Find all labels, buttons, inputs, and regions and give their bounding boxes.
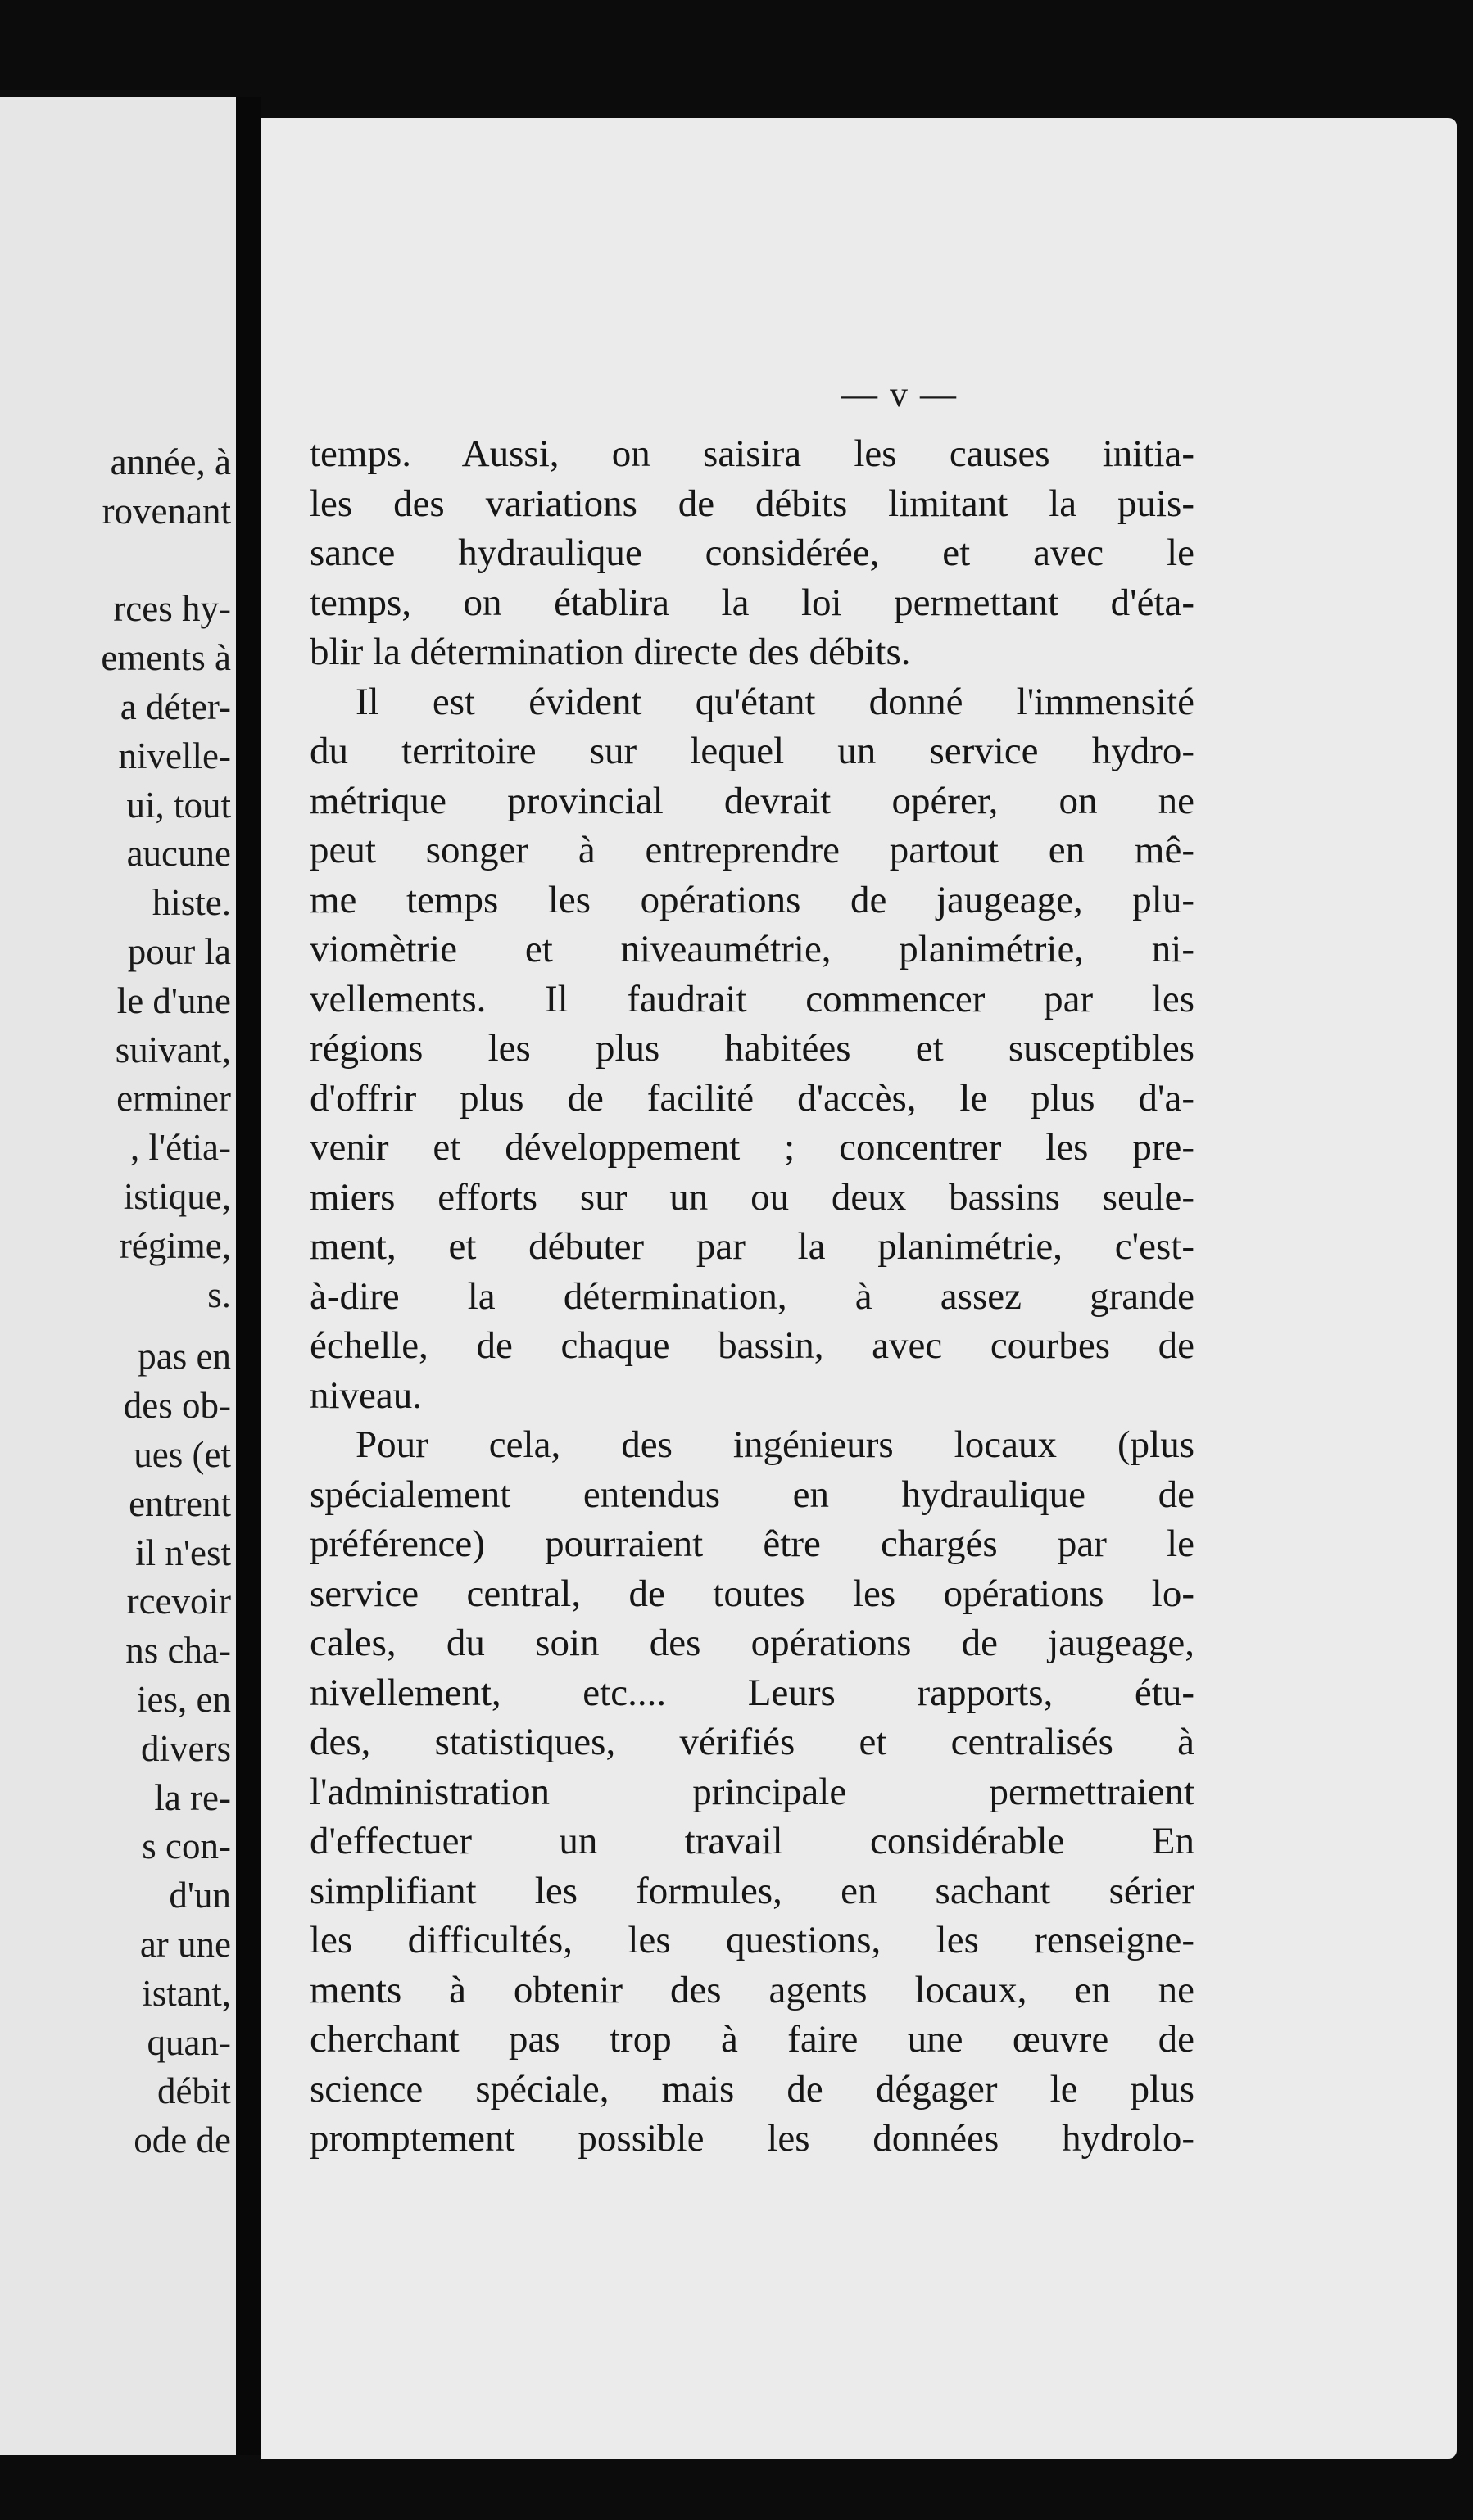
- facing-line: ues (et: [134, 1433, 231, 1475]
- text-line: cherchant pas trop à faire une œuvre de: [310, 2018, 1194, 2061]
- facing-line: ui, tout: [126, 784, 231, 826]
- facing-line: pas en: [138, 1336, 231, 1378]
- facing-line: la re-: [154, 1776, 231, 1818]
- facing-line: le d'une: [116, 979, 231, 1021]
- text-line: les difficultés, les questions, les renseigne-: [310, 1919, 1194, 1961]
- facing-line: entrent: [129, 1482, 231, 1524]
- facing-line: istant,: [142, 1972, 231, 2014]
- text-line: Il est évident qu'étant donné l'immensité: [356, 680, 1194, 723]
- facing-line: ar une: [139, 1923, 231, 1965]
- facing-page: [0, 97, 238, 2455]
- facing-line: ns cha-: [125, 1630, 231, 1672]
- facing-line: débit: [157, 2070, 231, 2112]
- facing-line: erminer: [116, 1078, 231, 1120]
- text-line: ments à obtenir des agents locaux, en ne: [310, 1968, 1194, 2011]
- text-line: spécialement entendus en hydraulique de: [310, 1473, 1194, 1516]
- text-line: blir la détermination directe des débits.: [310, 631, 911, 673]
- facing-line: régime,: [119, 1224, 231, 1266]
- text-line: préférence) pourraient être chargés par le: [310, 1522, 1194, 1565]
- facing-line: suivant,: [115, 1029, 231, 1070]
- text-line: science spéciale, mais de dégager le plus: [310, 2067, 1194, 2111]
- text-line: temps, on établira la loi permettant d'éta-: [310, 581, 1194, 624]
- text-line: régions les plus habitées et susceptibles: [310, 1027, 1194, 1070]
- facing-line: année, à: [110, 441, 231, 482]
- facing-line: histe.: [152, 882, 231, 924]
- text-line: cales, du soin des opérations de jaugeage,: [310, 1622, 1194, 1664]
- text-line: l'administration principale permettraient: [310, 1770, 1194, 1813]
- facing-line: [0, 536, 234, 586]
- facing-line: ies, en: [137, 1678, 231, 1720]
- book-gutter: [236, 97, 261, 2455]
- text-line: vellements. Il faudrait commencer par les: [310, 977, 1194, 1020]
- facing-line: pour la: [127, 930, 231, 972]
- facing-line: il n'est: [135, 1531, 231, 1573]
- text-line: les des variations de débits limitant la puis-: [310, 482, 1194, 525]
- facing-line: rces hy-: [113, 588, 231, 630]
- facing-line: d'un: [169, 1875, 231, 1916]
- text-line: miers efforts sur un ou deux bassins seule-: [310, 1175, 1194, 1219]
- facing-line: divers: [141, 1727, 231, 1769]
- text-line: des, statistiques, vérifiés et centralisés à: [310, 1721, 1194, 1763]
- facing-line: rcevoir: [126, 1581, 231, 1622]
- text-line: métrique provincial devrait opérer, on ne: [310, 779, 1194, 822]
- text-line: me temps les opérations de jaugeage, plu-: [310, 878, 1194, 921]
- body-text: [310, 429, 1194, 2164]
- facing-line: quan-: [147, 2021, 231, 2063]
- facing-page-text: [0, 438, 234, 2165]
- text-line: échelle, de chaque bassin, avec courbes de: [310, 1324, 1194, 1367]
- facing-line: ements à: [101, 637, 231, 679]
- text-line: temps. Aussi, on saisira les causes initia-: [310, 432, 1194, 475]
- text-line: peut songer à entreprendre partout en mê-: [310, 829, 1194, 871]
- text-line: d'offrir plus de facilité d'accès, le plus d'a-: [310, 1076, 1194, 1120]
- text-line: venir et développement ; concentrer les pre-: [310, 1126, 1194, 1169]
- facing-line: aucune: [126, 833, 231, 875]
- text-line: Pour cela, des ingénieurs locaux (plus: [356, 1423, 1194, 1466]
- facing-line: ode de: [134, 2120, 231, 2161]
- text-line: du territoire sur lequel un service hydro-: [310, 730, 1194, 772]
- text-line: sance hydraulique considérée, et avec le: [310, 532, 1194, 574]
- facing-line: rovenant: [102, 490, 231, 532]
- page: [261, 118, 1457, 2459]
- page-number: — v —: [841, 374, 958, 414]
- text-line: nivellement, etc.... Leurs rapports, étu-: [310, 1671, 1194, 1714]
- text-line: niveau.: [310, 1373, 423, 1417]
- text-line: viomètrie et niveaumétrie, planimétrie, ni-: [310, 928, 1194, 970]
- text-line: simplifiant les formules, en sachant sérier: [310, 1869, 1194, 1912]
- facing-line: nivelle-: [118, 735, 231, 776]
- text-line: service central, de toutes les opérations lo-: [310, 1572, 1194, 1615]
- facing-line: des ob-: [123, 1385, 231, 1427]
- facing-line: istique,: [123, 1175, 231, 1217]
- facing-line: s.: [207, 1274, 231, 1315]
- text-line: promptement possible les données hydrolo-: [310, 2117, 1194, 2160]
- facing-line: , l'étia-: [129, 1127, 231, 1169]
- text-line: ment, et débuter par la planimétrie, c'est-: [310, 1225, 1194, 1268]
- text-line: d'effectuer un travail considérable En: [310, 1820, 1194, 1862]
- facing-line: a déter-: [120, 685, 231, 727]
- text-line: à-dire la détermination, à assez grande: [310, 1274, 1194, 1318]
- facing-line: s con-: [142, 1826, 231, 1867]
